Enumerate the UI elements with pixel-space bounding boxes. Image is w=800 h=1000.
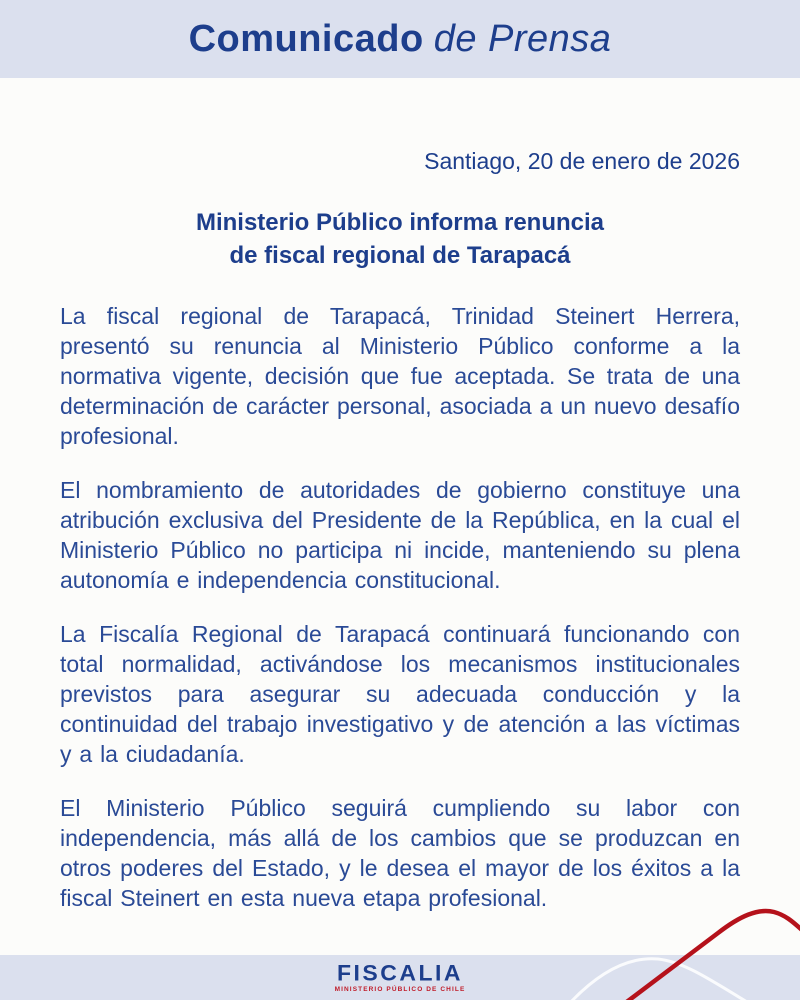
- document-body: [0, 78, 800, 1000]
- heading-line-2: de fiscal regional de Tarapacá: [229, 242, 571, 269]
- paragraph: La fiscal regional de Tarapacá, Trinidad Steinert Herrera, presentó su renuncia al Ministerio Público conforme a la normativa vigente, decisión que fue aceptada. Se trata de una determinación de carácter personal, asociada a un nuevo desafío profesional.: [60, 303, 740, 449]
- paragraph: El nombramiento de autoridades de gobierno constituye una atribución exclusiva del Presidente de la República, en la cual el Ministerio Público no participa ni incide, manteniendo su plena autonomía e independencia constitucional.: [60, 477, 740, 593]
- page-title: [189, 18, 612, 61]
- fiscalia-wordmark: FISCALIA: [336, 960, 464, 986]
- paragraph: El Ministerio Público seguirá cumpliendo su labor con independencia, más allá de los cambios que se produzcan en otros poderes del Estado, y le desea el mayor de los éxitos a la fiscal Steinert en esta nueva etapa profesional.: [60, 795, 740, 911]
- heading-line-1: Ministerio Público informa renuncia: [195, 209, 605, 236]
- body-copy: [60, 301, 740, 913]
- page-title-italic: de Prensa: [433, 17, 612, 60]
- header-band: [0, 0, 800, 78]
- fiscalia-logo: [335, 962, 466, 994]
- footer-band: [0, 955, 800, 1000]
- paragraph: La Fiscalía Regional de Tarapacá continuará funcionando con total normalidad, activándose los mecanismos institucionales previstos para asegurar su adecuada conducción y la continuidad del trabajo investigativo y de atención a las víctimas y a la ciudadanía.: [60, 621, 740, 767]
- document-heading: [60, 206, 740, 272]
- dateline: Santiago, 20 de enero de 2026: [424, 148, 740, 174]
- page-title-bold: Comunicado: [188, 17, 424, 60]
- fiscalia-tagline: MINISTERIO PÚBLICO DE CHILE: [334, 985, 466, 993]
